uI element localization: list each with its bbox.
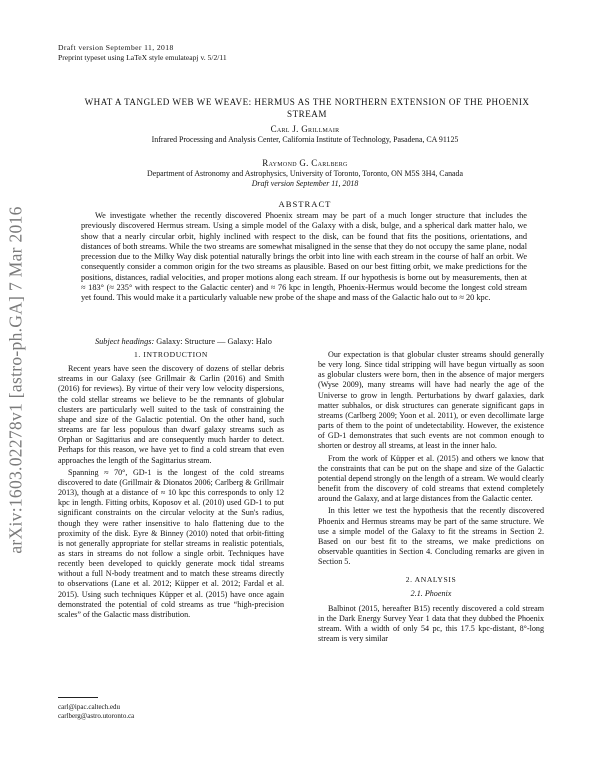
draft-version-line: Draft version September 11, 2018: [58, 43, 174, 52]
preprint-header: [58, 43, 227, 63]
author-name: Raymond G. Carlberg: [262, 158, 348, 168]
author-affiliation: Infrared Processing and Analysis Center, California Institute of Technology, Pasadena, CA 91125: [151, 134, 459, 144]
subject-headings: [95, 337, 535, 347]
paragraph: Recent years have seen the discovery of dozens of stellar debris streams in our Galaxy (see Grillmair & Carlin (2016) and Smith (2016) for reviews). By virtue of their very low velocity dispersions, the cold stellar streams we believe to be the remnants of globular clusters are particularly well suited to the task of constraining the shape and size of the Galactic potential. On the other hand, such streams are far less populous than dwarf galaxy streams such as Orphan or Sagittarius and are consequently much harder to detect. Perhaps for this reason, we have yet to find a cold stream that even approaches the length of the Sagittarius stream.: [58, 364, 284, 465]
footnotes: [58, 703, 134, 720]
right-column: [318, 350, 544, 646]
author-block-1: [60, 124, 550, 145]
subsection-heading-phoenix: 2.1. Phoenix: [410, 589, 452, 599]
arxiv-identifier[interactable]: arXiv:1603.02278v1 [astro-ph.GA] 7 Mar 2016: [5, 206, 26, 554]
paper-title: WHAT A TANGLED WEB WE WEAVE: HERMUS AS THE NORTHERN EXTENSION OF THE PHOENIX STREAM: [84, 97, 530, 119]
section-heading-introduction: 1. INTRODUCTION: [134, 350, 208, 359]
subject-headings-label: Subject headings:: [95, 337, 155, 346]
paragraph: Our expectation is that globular cluster streams should generally be very long. Since tidal stripping will have begun virtually as soon as globular clusters were born, then in the absence of major mergers (Wyse 2009), many streams will have had nearly the age of the Universe to grow in length. Perturbations by dwarf galaxies, dark matter subhalos, or disk structures can generate significant gaps in streams (Carlberg 2009; Yoon et al. 2011), or even decollimate large parts of them to the point of undetectability. However, the existence of GD-1 demonstrates that such events are not common enough to shorten or destroy all streams, at least in the inner halo.: [318, 350, 544, 451]
section-heading-analysis: 2. ANALYSIS: [405, 575, 457, 585]
author-name: Carl J. Grillmair: [270, 124, 340, 134]
paragraph: From the work of Küpper et al. (2015) and others we know that the constraints that can be put on the shape and size of the Galactic potential depend strongly on the length of a stream. We would clearly benefit from the discovery of cold streams that extend completely around the Galaxy, and at large distances from the Galactic center.: [318, 453, 544, 504]
preprint-typeset-line: Preprint typeset using LaTeX style emulateapj v. 5/2/11: [58, 53, 227, 62]
paragraph: Balbinot (2015, hereafter B15) recently discovered a cold stream in the Dark Energy Survey Year 1 data that they dubbed the Phoenix stream. With a width of only 54 pc, this 17.5 kpc-distant, 8°-long stream is very similar: [318, 603, 544, 644]
author-block-2: [60, 158, 550, 190]
author-affiliation: Department of Astronomy and Astrophysics, University of Toronto, Toronto, ON M5S 3H4, Canada: [147, 168, 463, 178]
abstract-heading: ABSTRACT: [278, 199, 332, 209]
footnote-email[interactable]: carl@ipac.caltech.edu: [58, 703, 121, 711]
arxiv-side-stamp: [2, 150, 30, 610]
paragraph: Spanning ≈ 70°, GD-1 is the longest of the cold streams discovered to date (Grillmair & Dionatos 2006; Carlberg & Grillmair 2013), though at a distance of ≈ 10 kpc this corresponds to only 12 kpc in length. Fitting orbits, Koposov et al. (2010) used GD-1 to put significant constraints on the circular velocity at the Sun's radius, though they were rather insensitive to halo flattening due to the proximity of the disk. Eyre & Binney (2010) noted that orbit-fitting is not generally appropriate for stellar streams in realistic potentials, as stars in streams do not follow a single orbit. Techniques have recently been developed to quickly generate mock tidal streams without a full N-body treatment and to match these streams directly to observations (Lane et al. 2012; Küpper et al. 2012; Fardal et al. 2015). Using such techniques Küpper et al. (2015) have once again demonstrated the potential of cold streams as true “high-precision scales” of the Galactic mass distribution.: [58, 467, 284, 619]
abstract-text: We investigate whether the recently discovered Phoenix stream may be part of a much longer structure that includes the previously discovered Hermus stream. Using a simple model of the Galaxy with a disk, bulge, and a spherical dark matter halo, we show that a nearly circular orbit, highly inclined with respect to the disk, can be found that fits the positions, orientations, and distances of both streams. While the two streams are somewhat misaligned in the sense that they do not occupy the same plane, nodal precession due to the Milky Way disk potential naturally brings the orbit into line with each stream in the course of half an orbit. We consequently consider a common origin for the two streams as plausible. Based on our best fitting orbit, we make predictions for the positions, distances, radial velocities, and proper motions along each stream. If our hypothesis is borne out by measurements, then at ≈ 183° (≈ 235° with respect to the Galactic center) and ≈ 76 kpc in length, Phoenix-Hermus would become the longest cold stream yet found. This would make it a particularly valuable new probe of the shape and mass of the Galactic halo out to ≈ 20 kpc.: [81, 211, 527, 303]
subject-headings-text: Galaxy: Structure — Galaxy: Halo: [154, 337, 272, 346]
left-column: [58, 350, 284, 622]
draft-date-italic: Draft version September 11, 2018: [251, 179, 359, 188]
footnote-rule: [58, 697, 98, 698]
footnote-email[interactable]: carlberg@astro.utoronto.ca: [58, 711, 135, 720]
paragraph: In this letter we test the hypothesis that the recently discovered Phoenix and Hermus streams may be part of the same structure. We use a simple model of the Galaxy to fit the streams in Section 2. Based on our best fit to the streams, we make predictions on observable quantities in Section 4. Concluding remarks are given in Section 5.: [318, 506, 544, 567]
